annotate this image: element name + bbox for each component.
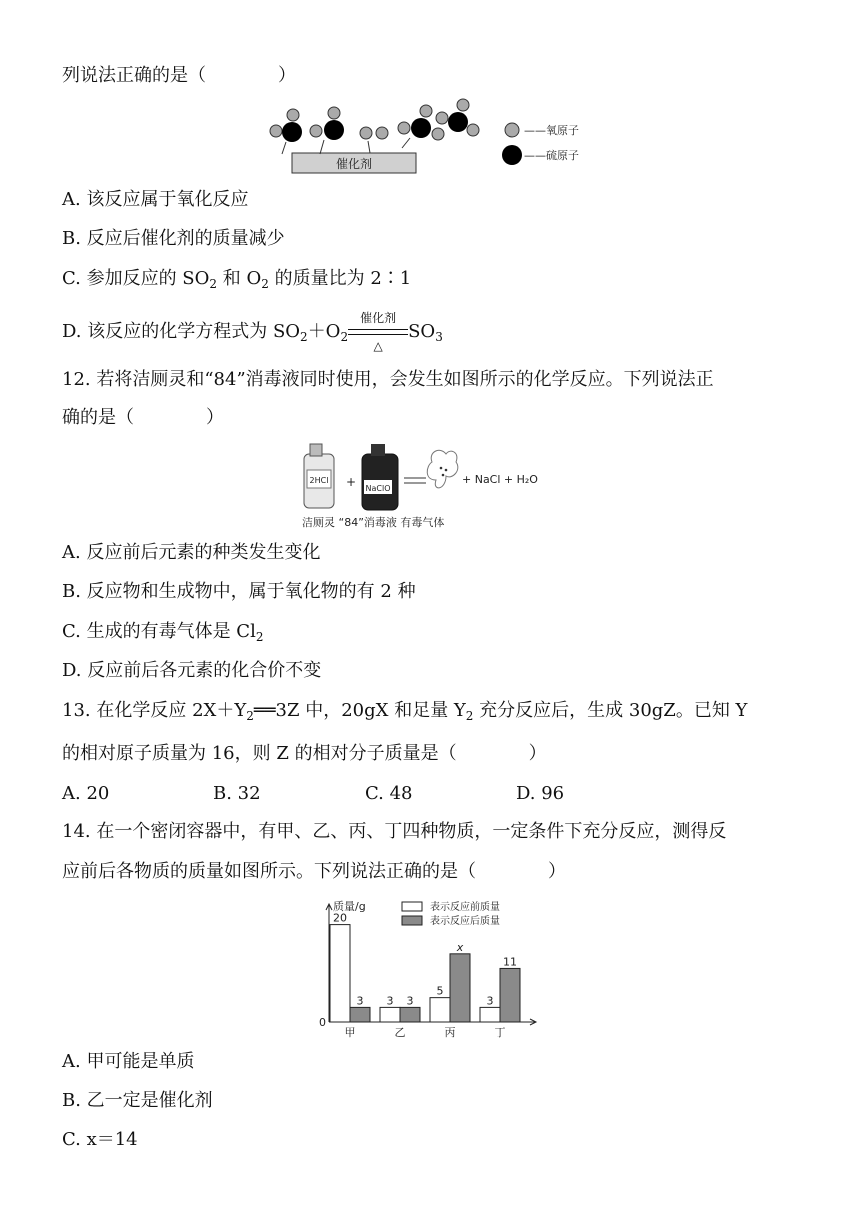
q11-option-c: C. 参加反应的 $SO_2$ 和 $O_2$ 的质量比为 2∶1 — [62, 268, 412, 291]
q12-option-d: D. 反应前后各元素的化合价不变 — [62, 660, 322, 681]
q14-stem-line1: 14. 在一个密闭容器中，有甲、乙、丙、丁四种物质，一定条件下充分反应，测得反 — [62, 821, 727, 842]
products-text: + NaCl + H₂O — [462, 473, 538, 486]
toilet-cleaner-bottle-icon — [304, 444, 334, 508]
category-label-3: 丁 — [494, 1026, 506, 1039]
q13-option-a: A. 20 — [62, 783, 110, 804]
svg-text:2HCl: 2HCl — [309, 476, 329, 485]
category-label-0: 甲 — [344, 1026, 356, 1039]
reaction-condition-arrow: 催化剂 △ — [348, 320, 408, 344]
q11-stem-tail: 列说法正确的是（ ） — [62, 65, 296, 86]
bar-label-before-2: 5 — [436, 984, 444, 998]
bar-label-before-3: 3 — [486, 994, 494, 1008]
legend-label-before: 表示反应前质量 — [430, 902, 500, 913]
y-axis-label: 质量/g — [333, 900, 366, 913]
bar-label-before-1: 3 — [386, 994, 394, 1008]
legend-swatch-before — [402, 902, 422, 911]
q13-stem-line1: 13. 在化学反应 $2X+Y_2══3Z$ 中，20gX 和足量 $Y_2$ 充分反应后，生成 30gZ。已知 Y — [62, 700, 748, 723]
q12-reaction-figure — [300, 440, 570, 532]
bar-label-before-0: 20 — [333, 911, 347, 925]
bar-before-0 — [330, 925, 350, 1022]
q13-option-d: D. 96 — [516, 783, 565, 804]
bar-label-after-1: 3 — [406, 994, 414, 1008]
q11-catalyst-figure — [264, 98, 604, 178]
q14-option-b: B. 乙一定是催化剂 — [62, 1090, 213, 1111]
origin-label: 0 — [319, 1016, 326, 1029]
legend-oxygen: ——氧原子 — [524, 124, 579, 137]
bar-before-2 — [430, 998, 450, 1022]
legend-swatch-after — [402, 916, 422, 925]
sulfur-atom-legend-icon — [502, 145, 522, 165]
q13-option-b: B. 32 — [213, 783, 261, 804]
plus-sign: + — [346, 475, 357, 489]
q12-option-b: B. 反应物和生成物中，属于氧化物的有 2 种 — [62, 581, 416, 602]
q13-option-c: C. 48 — [365, 783, 413, 804]
legend-label-after: 表示反应后质量 — [430, 916, 500, 927]
q14-stem-line2: 应前后各物质的质量如图所示。下列说法正确的是（ ） — [62, 861, 566, 882]
bar-before-3 — [480, 1007, 500, 1022]
q11-option-b: B. 反应后催化剂的质量减少 — [62, 228, 285, 249]
bar-before-1 — [380, 1007, 400, 1022]
q12-stem-line2: 确的是（ ） — [62, 407, 224, 428]
q11-option-d: D. 该反应的化学方程式为 $SO_2+O_2$ 催化剂 △ $SO_3$ — [62, 311, 443, 353]
category-label-2: 丙 — [444, 1026, 456, 1039]
bar-after-0 — [350, 1007, 370, 1022]
catalyst-label: 催化剂 — [335, 157, 373, 171]
bar-label-after-2: x — [456, 940, 464, 954]
bleach-bottle-icon — [362, 444, 398, 510]
q14-option-c: C. x＝14 — [62, 1129, 138, 1150]
oxygen-atom-legend-icon — [505, 123, 519, 137]
bar-label-after-3: 11 — [503, 955, 517, 969]
q12-option-c: C. 生成的有毒气体是 $Cl_2$ — [62, 621, 264, 644]
bar-label-after-0: 3 — [356, 994, 364, 1008]
bar-after-2 — [450, 954, 470, 1022]
legend-sulfur: ——硫原子 — [524, 149, 579, 162]
figure-caption: 洁厕灵 “84”消毒液 有毒气体 — [302, 516, 445, 529]
q14-mass-bar-chart — [314, 894, 544, 1044]
category-label-1: 乙 — [394, 1026, 406, 1039]
bar-after-3 — [500, 968, 520, 1022]
q11-option-a: A. 该反应属于氧化反应 — [62, 189, 249, 210]
q13-stem-line2: 的相对原子质量为 16，则 Z 的相对分子质量是（ ） — [62, 743, 547, 764]
toxic-gas-cloud-icon — [427, 450, 458, 488]
svg-text:NaClO: NaClO — [365, 484, 391, 493]
bar-after-1 — [400, 1007, 420, 1022]
q12-option-a: A. 反应前后元素的种类发生变化 — [62, 542, 321, 563]
q12-stem-line1: 12. 若将洁厕灵和“84”消毒液同时使用，会发生如图所示的化学反应。下列说法正 — [62, 369, 714, 390]
q14-option-a: A. 甲可能是单质 — [62, 1051, 195, 1072]
